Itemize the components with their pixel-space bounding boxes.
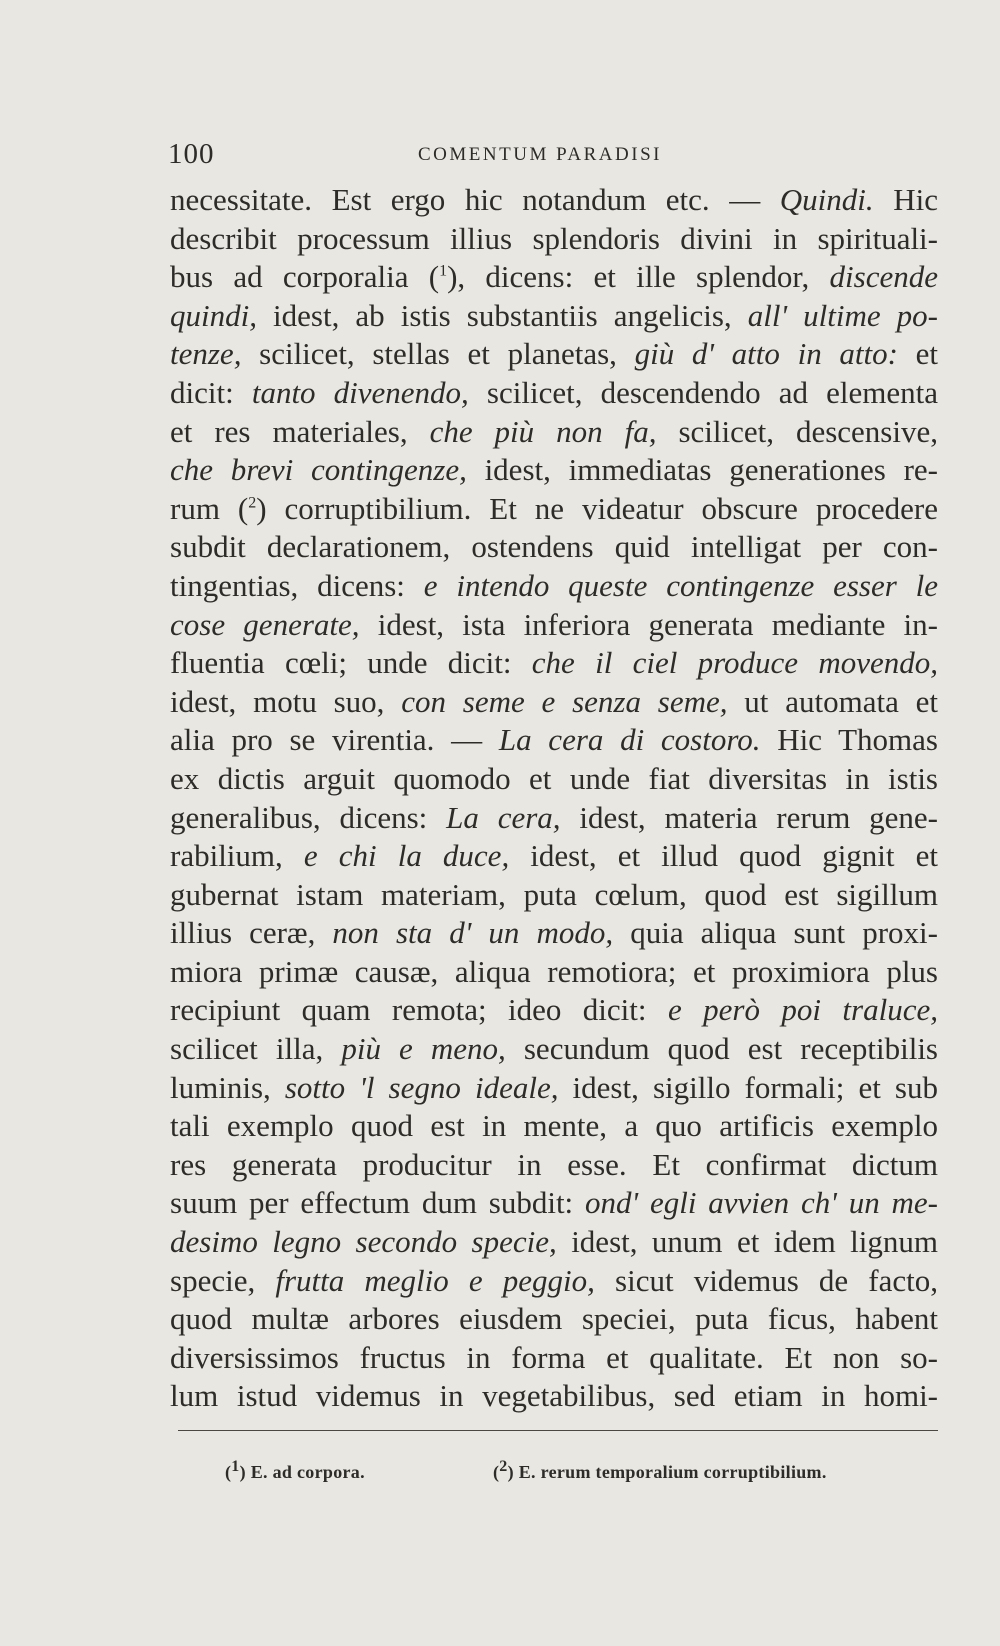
text-line: diversissimos fructus in forma et qualitate. Et non so- <box>170 1339 938 1375</box>
text-line: suum per effectum dum subdit: ond' egli avvien ch' un me- <box>170 1185 938 1221</box>
text-line: illius ceræ, non sta d' un modo, quia aliqua sunt proxi- <box>170 915 938 951</box>
text-line: generalibus, dicens: La cera, idest, materia rerum gene- <box>170 799 938 835</box>
text-line: cose generate, idest, ista inferiora generata mediante in- <box>170 606 938 642</box>
text-line: tingentias, dicens: e intendo queste contingenze esser le <box>170 567 939 603</box>
text-line: necessitate. Est ergo hic notandum etc. — Quindi. Hic <box>170 182 938 217</box>
text-line: bus ad corporalia ($^1$), dicens: et ille splendor, discende <box>170 259 938 295</box>
footnote-mark: 1 <box>231 1458 240 1475</box>
running-head: COMENTUM PARADISI <box>418 144 662 165</box>
footnote-1: ($^1$) E. ad corpora. <box>225 1458 365 1482</box>
text-line: scilicet illa, più e meno, secundum quod est receptibilis <box>170 1031 938 1067</box>
page-number: 100 <box>168 138 215 170</box>
footnote-text: E. rerum temporalium corruptibilium. <box>513 1462 827 1482</box>
text-line: alia pro se virentia. — La cera di costoro. Hic Thomas <box>170 722 938 758</box>
text-line: ex dictis arguit quomodo et unde fiat diversitas in istis <box>170 760 938 796</box>
text-line: tenze, scilicet, stellas et planetas, giù d' atto in atto: et <box>170 336 938 372</box>
footnote-divider <box>178 1430 938 1431</box>
text-line: lum istud videmus in vegetabilibus, sed etiam in homi- <box>170 1378 938 1414</box>
text-line: fluentia cœli; unde dicit: che il ciel produce movendo, <box>170 645 938 681</box>
footnote-ref: 2 <box>248 494 257 512</box>
text-line: desimo legno secondo specie, idest, unum et idem lignum <box>170 1224 939 1260</box>
text-line: describit processum illius splendoris divini in spirituali- <box>170 220 938 256</box>
footnote-text: E. ad corpora. <box>245 1462 365 1482</box>
text-line: tali exemplo quod est in mente, a quo artificis exemplo <box>170 1108 938 1144</box>
text-line: res generata producitur in esse. Et confirmat dictum <box>170 1146 938 1182</box>
text-line: che brevi contingenze, idest, immediatas generationes re- <box>170 452 938 488</box>
page-header <box>168 138 938 178</box>
text-line: rum ($^2$) corruptibilium. Et ne videatur obscure procedere <box>170 490 939 526</box>
text-line: luminis, sotto 'l segno ideale, idest, sigillo formali; et sub <box>170 1069 939 1105</box>
text-line: subdit declarationem, ostendens quid intelligat per con- <box>170 529 938 565</box>
footnote-2: ($^2$) E. rerum temporalium corruptibilium. <box>493 1458 827 1482</box>
main-text <box>170 181 938 1416</box>
text-line: quindi, idest, ab istis substantiis angelicis, all' ultime po- <box>170 297 939 333</box>
footnote-ref: 1 <box>439 262 448 280</box>
text-line: miora primæ causæ, aliqua remotiora; et proximiora plus <box>170 953 938 989</box>
text-line: dicit: tanto divenendo, scilicet, descendendo ad elementa <box>170 374 939 410</box>
text-line: rabilium, e chi la duce, idest, et illud quod gignit et <box>170 838 938 874</box>
text-line: gubernat istam materiam, puta cœlum, quod est sigillum <box>170 876 938 912</box>
text-line: recipiunt quam remota; ideo dicit: e però poi traluce, <box>170 992 938 1028</box>
text-line: idest, motu suo, con seme e senza seme, ut automata et <box>170 683 938 719</box>
text-line: et res materiales, che più non fa, scilicet, descensive, <box>170 413 938 449</box>
text-line: quod multæ arbores eiusdem speciei, puta ficus, habent <box>170 1301 938 1337</box>
footnote-mark: 2 <box>499 1458 508 1475</box>
text-line: specie, frutta meglio e peggio, sicut videmus de facto, <box>170 1262 938 1298</box>
